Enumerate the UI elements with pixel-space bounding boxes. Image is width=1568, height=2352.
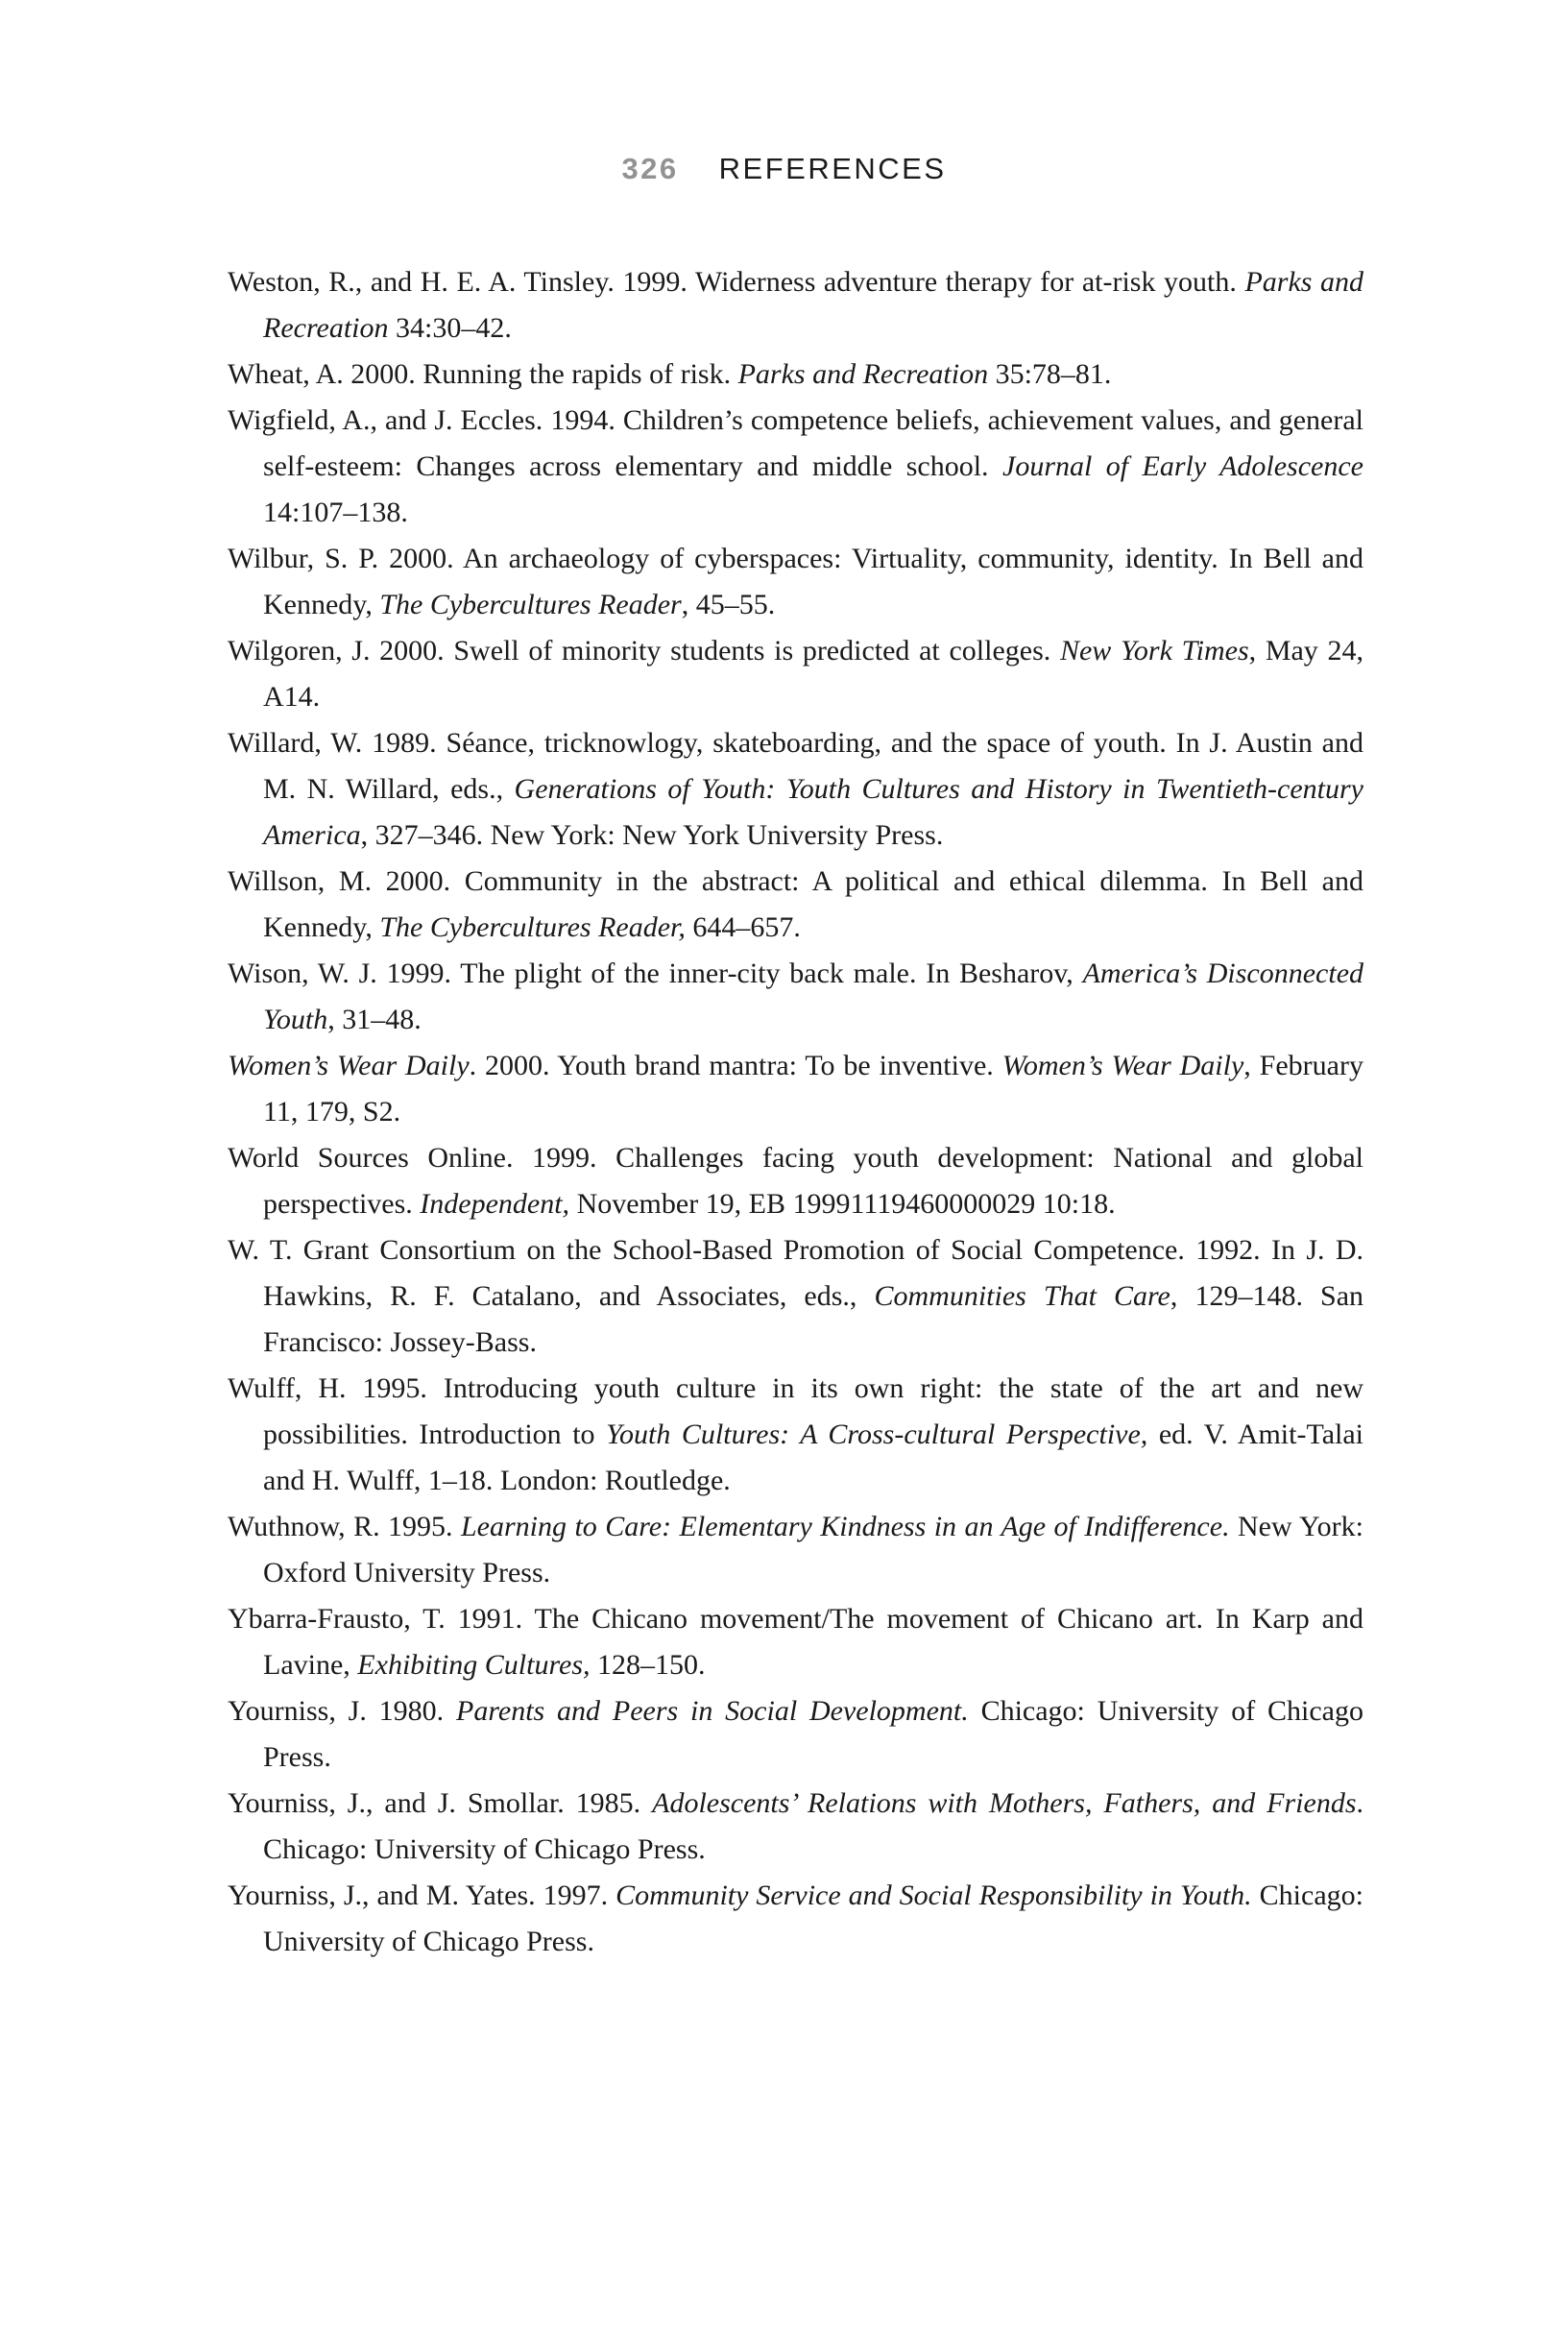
reference-entry bbox=[228, 1504, 1363, 1596]
reference-text: Willard, W. 1989. Séance, tricknowlogy, skateboarding, and the space of youth. In J. Austin and M. N. Willard, eds., bbox=[228, 727, 1363, 805]
reference-text: New York: Oxford University Press. bbox=[263, 1511, 1363, 1588]
reference-entry bbox=[228, 352, 1363, 398]
reference-title-italic: Women’s Wear Daily bbox=[228, 1050, 470, 1081]
reference-text: November 19, EB 19991119460000029 10:18. bbox=[569, 1188, 1116, 1220]
reference-title-italic: The Cybercultures Reader, bbox=[379, 911, 686, 943]
reference-text: ed. V. Amit-Talai and H. Wulff, 1–18. London: Routledge. bbox=[263, 1418, 1364, 1496]
reference-entry bbox=[228, 720, 1363, 859]
reference-text: . 2000. Youth brand mantra: To be inventive. bbox=[469, 1050, 1002, 1081]
reference-title-italic: Exhibiting Cultures, bbox=[357, 1649, 591, 1681]
reference-title-italic: Learning to Care: Elementary Kindness in an Age of Indifference. bbox=[461, 1511, 1230, 1542]
reference-text: Wheat, A. 2000. Running the rapids of risk. bbox=[228, 358, 738, 390]
reference-title-italic: New York Times bbox=[1059, 635, 1249, 667]
reference-text: Chicago: University of Chicago Press. bbox=[263, 1879, 1363, 1957]
reference-title-italic: Parks and Recreation bbox=[263, 266, 1363, 344]
reference-text: Wilbur, S. P. 2000. An archaeology of cyberspaces: Virtuality, community, identity. In Bell and Kennedy, bbox=[228, 543, 1363, 620]
reference-entry bbox=[228, 259, 1363, 352]
reference-text: Wilgoren, J. 2000. Swell of minority students is predicted at colleges. bbox=[228, 635, 1060, 667]
reference-text: , May 24, A14. bbox=[263, 635, 1364, 713]
reference-text: , 327–346. New York: New York University Press. bbox=[360, 819, 944, 851]
reference-title-italic: Adolescents’ Relations with Mothers, Fathers, and Friends bbox=[652, 1787, 1357, 1819]
reference-entry bbox=[228, 536, 1363, 628]
reference-text: World Sources Online. 1999. Challenges facing youth development: National and global perspectives. bbox=[228, 1142, 1363, 1220]
reference-entry bbox=[228, 1781, 1363, 1873]
reference-entry bbox=[228, 1227, 1363, 1366]
reference-title-italic: Generations of Youth: Youth Cultures and History in Twentieth-century America bbox=[263, 773, 1363, 851]
reference-text: Wuthnow, R. 1995. bbox=[228, 1511, 461, 1542]
reference-title-italic: Community Service and Social Responsibility in Youth. bbox=[615, 1879, 1252, 1911]
reference-entry bbox=[228, 1366, 1363, 1504]
reference-text: 14:107–138. bbox=[263, 497, 408, 528]
reference-text: 128–150. bbox=[590, 1649, 706, 1681]
reference-title-italic: The Cybercultures Reader bbox=[379, 589, 682, 620]
reference-entry bbox=[228, 1043, 1363, 1135]
running-head-title: REFERENCES bbox=[718, 152, 947, 185]
reference-text: Weston, R., and H. E. A. Tinsley. 1999. Widerness adventure therapy for at-risk youth. bbox=[228, 266, 1245, 298]
reference-text: 644–657. bbox=[685, 911, 801, 943]
reference-text: , 45–55. bbox=[681, 589, 776, 620]
reference-text: W. T. Grant Consortium on the School-Based Promotion of Social Competence. 1992. In J. D. Hawkins, R. F. Catalano, and Associates, eds., bbox=[228, 1234, 1363, 1312]
reference-text: , February 11, 179, S2. bbox=[263, 1050, 1363, 1128]
reference-text: Wison, W. J. 1999. The plight of the inner-city back male. In Besharov, bbox=[228, 958, 1083, 989]
reference-text: Wulff, H. 1995. Introducing youth culture in its own right: the state of the art and new possibilities. Introduction to bbox=[228, 1372, 1363, 1450]
reference-title-italic: Youth Cultures: A Cross-cultural Perspective, bbox=[606, 1418, 1148, 1450]
reference-text: Ybarra-Frausto, T. 1991. The Chicano movement/The movement of Chicano art. In Karp and Lavine, bbox=[228, 1603, 1363, 1681]
page-number: 326 bbox=[621, 152, 679, 185]
reference-title-italic: Women’s Wear Daily bbox=[1001, 1050, 1244, 1081]
reference-text: . Chicago: University of Chicago Press. bbox=[263, 1787, 1363, 1865]
reference-text: , 31–48. bbox=[327, 1004, 422, 1035]
reference-entry bbox=[228, 1873, 1363, 1965]
reference-entry bbox=[228, 1135, 1363, 1227]
reference-text: Wigfield, A., and J. Eccles. 1994. Children’s competence beliefs, achievement values, and general self-esteem: Changes across elementary and middle school. bbox=[228, 404, 1363, 482]
reference-title-italic: America’s Disconnected Youth bbox=[263, 958, 1364, 1035]
reference-title-italic: Parents and Peers in Social Development. bbox=[456, 1695, 969, 1727]
reference-text: Willson, M. 2000. Community in the abstract: A political and ethical dilemma. In Bell and Kennedy, bbox=[228, 865, 1363, 943]
reference-title-italic: Parks and Recreation bbox=[737, 358, 989, 390]
reference-title-italic: Independent, bbox=[420, 1188, 570, 1220]
reference-entry bbox=[228, 398, 1363, 536]
reference-text: Yourniss, J., and J. Smollar. 1985. bbox=[228, 1787, 653, 1819]
reference-title-italic: Journal of Early Adolescence bbox=[1002, 450, 1363, 482]
reference-text: , 129–148. San Francisco: Jossey-Bass. bbox=[263, 1280, 1364, 1358]
references-list bbox=[228, 259, 1363, 1965]
reference-text: Chicago: University of Chicago Press. bbox=[263, 1695, 1363, 1773]
reference-title-italic: Communities That Care bbox=[874, 1280, 1170, 1312]
reference-entry bbox=[228, 859, 1363, 951]
reference-text: 34:30–42. bbox=[388, 312, 512, 344]
reference-entry bbox=[228, 1596, 1363, 1688]
reference-entry bbox=[228, 1688, 1363, 1781]
reference-text: Yourniss, J. 1980. bbox=[228, 1695, 456, 1727]
reference-entry bbox=[228, 628, 1363, 720]
reference-entry bbox=[228, 951, 1363, 1043]
reference-text: Yourniss, J., and M. Yates. 1997. bbox=[228, 1879, 616, 1911]
reference-text: 35:78–81. bbox=[988, 358, 1112, 390]
running-head bbox=[0, 152, 1568, 186]
